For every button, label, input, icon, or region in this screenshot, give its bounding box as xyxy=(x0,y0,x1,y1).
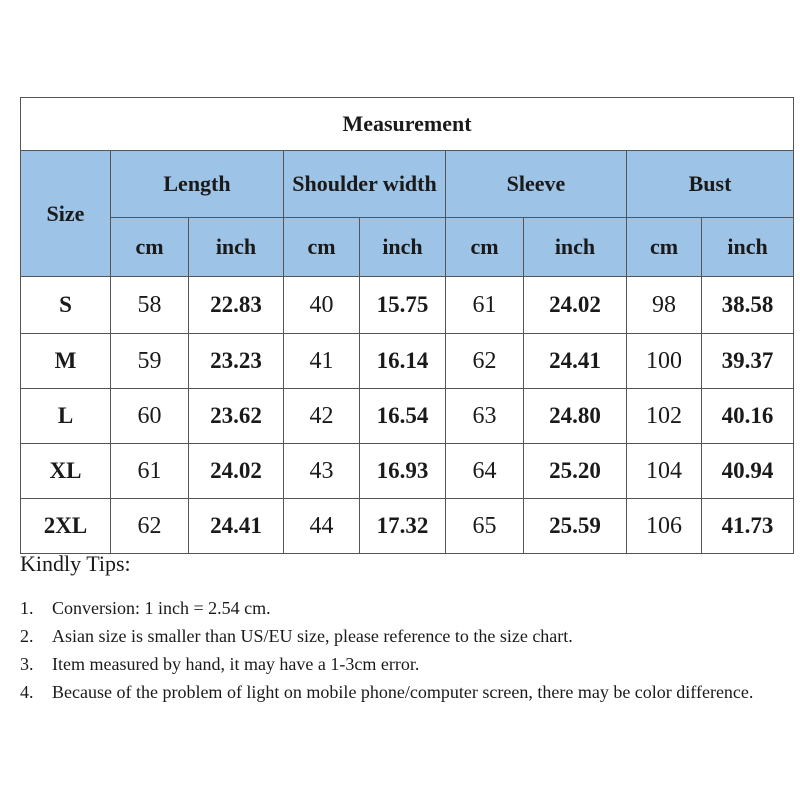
size-header: Size xyxy=(21,151,111,277)
value-cell: 64 xyxy=(446,444,524,499)
list-item xyxy=(20,594,795,622)
value-cell: 62 xyxy=(446,334,524,389)
value-cell: 41.73 xyxy=(702,499,794,554)
size-cell: M xyxy=(21,334,111,389)
group-header-sleeve: Sleeve xyxy=(446,151,627,218)
size-cell: 2XL xyxy=(21,499,111,554)
list-item-text: Conversion: 1 inch = 2.54 cm. xyxy=(52,598,271,618)
value-cell: 24.02 xyxy=(189,444,284,499)
value-cell: 98 xyxy=(627,277,702,334)
value-cell: 65 xyxy=(446,499,524,554)
table-row xyxy=(21,389,794,444)
value-cell: 23.62 xyxy=(189,389,284,444)
value-cell: 63 xyxy=(446,389,524,444)
tips-list xyxy=(20,594,795,706)
list-item-number: 1. xyxy=(20,598,34,618)
value-cell: 59 xyxy=(111,334,189,389)
value-cell: 106 xyxy=(627,499,702,554)
list-item-number: 4. xyxy=(20,682,34,702)
value-cell: 16.54 xyxy=(360,389,446,444)
list-item xyxy=(20,678,795,706)
value-cell: 42 xyxy=(284,389,360,444)
unit-header-cm: cm xyxy=(446,218,524,277)
unit-header-cm: cm xyxy=(111,218,189,277)
list-item xyxy=(20,622,795,650)
unit-header-cm: cm xyxy=(627,218,702,277)
value-cell: 16.14 xyxy=(360,334,446,389)
value-cell: 40.16 xyxy=(702,389,794,444)
value-cell: 22.83 xyxy=(189,277,284,334)
list-item-text: Item measured by hand, it may have a 1-3cm error. xyxy=(52,654,420,674)
table-title: Measurement xyxy=(21,98,794,151)
value-cell: 104 xyxy=(627,444,702,499)
value-cell: 43 xyxy=(284,444,360,499)
list-item-number: 3. xyxy=(20,654,34,674)
table-body xyxy=(21,277,794,554)
value-cell: 15.75 xyxy=(360,277,446,334)
value-cell: 16.93 xyxy=(360,444,446,499)
value-cell: 61 xyxy=(111,444,189,499)
unit-header-inch: inch xyxy=(702,218,794,277)
table-row xyxy=(21,277,794,334)
list-item-number: 2. xyxy=(20,626,34,646)
value-cell: 62 xyxy=(111,499,189,554)
value-cell: 17.32 xyxy=(360,499,446,554)
value-cell: 40 xyxy=(284,277,360,334)
value-cell: 58 xyxy=(111,277,189,334)
table-row xyxy=(21,499,794,554)
value-cell: 25.59 xyxy=(524,499,627,554)
value-cell: 39.37 xyxy=(702,334,794,389)
value-cell: 61 xyxy=(446,277,524,334)
group-header-shoulder-width: Shoulder width xyxy=(284,151,446,218)
list-item xyxy=(20,650,795,678)
value-cell: 41 xyxy=(284,334,360,389)
size-cell: S xyxy=(21,277,111,334)
value-cell: 24.02 xyxy=(524,277,627,334)
value-cell: 24.41 xyxy=(524,334,627,389)
tips-title: Kindly Tips: xyxy=(20,551,131,576)
value-cell: 24.41 xyxy=(189,499,284,554)
value-cell: 44 xyxy=(284,499,360,554)
value-cell: 60 xyxy=(111,389,189,444)
value-cell: 23.23 xyxy=(189,334,284,389)
value-cell: 40.94 xyxy=(702,444,794,499)
value-cell: 24.80 xyxy=(524,389,627,444)
list-item-text: Because of the problem of light on mobile phone/computer screen, there may be color difference. xyxy=(52,682,754,702)
unit-header-inch: inch xyxy=(360,218,446,277)
unit-header-inch: inch xyxy=(524,218,627,277)
group-header-length: Length xyxy=(111,151,284,218)
size-chart-table xyxy=(20,97,794,554)
list-item-text: Asian size is smaller than US/EU size, please reference to the size chart. xyxy=(52,626,573,646)
value-cell: 102 xyxy=(627,389,702,444)
value-cell: 25.20 xyxy=(524,444,627,499)
unit-header-inch: inch xyxy=(189,218,284,277)
size-cell: XL xyxy=(21,444,111,499)
group-header-bust: Bust xyxy=(627,151,794,218)
table-row xyxy=(21,444,794,499)
table-row xyxy=(21,334,794,389)
unit-header-cm: cm xyxy=(284,218,360,277)
size-cell: L xyxy=(21,389,111,444)
value-cell: 100 xyxy=(627,334,702,389)
value-cell: 38.58 xyxy=(702,277,794,334)
